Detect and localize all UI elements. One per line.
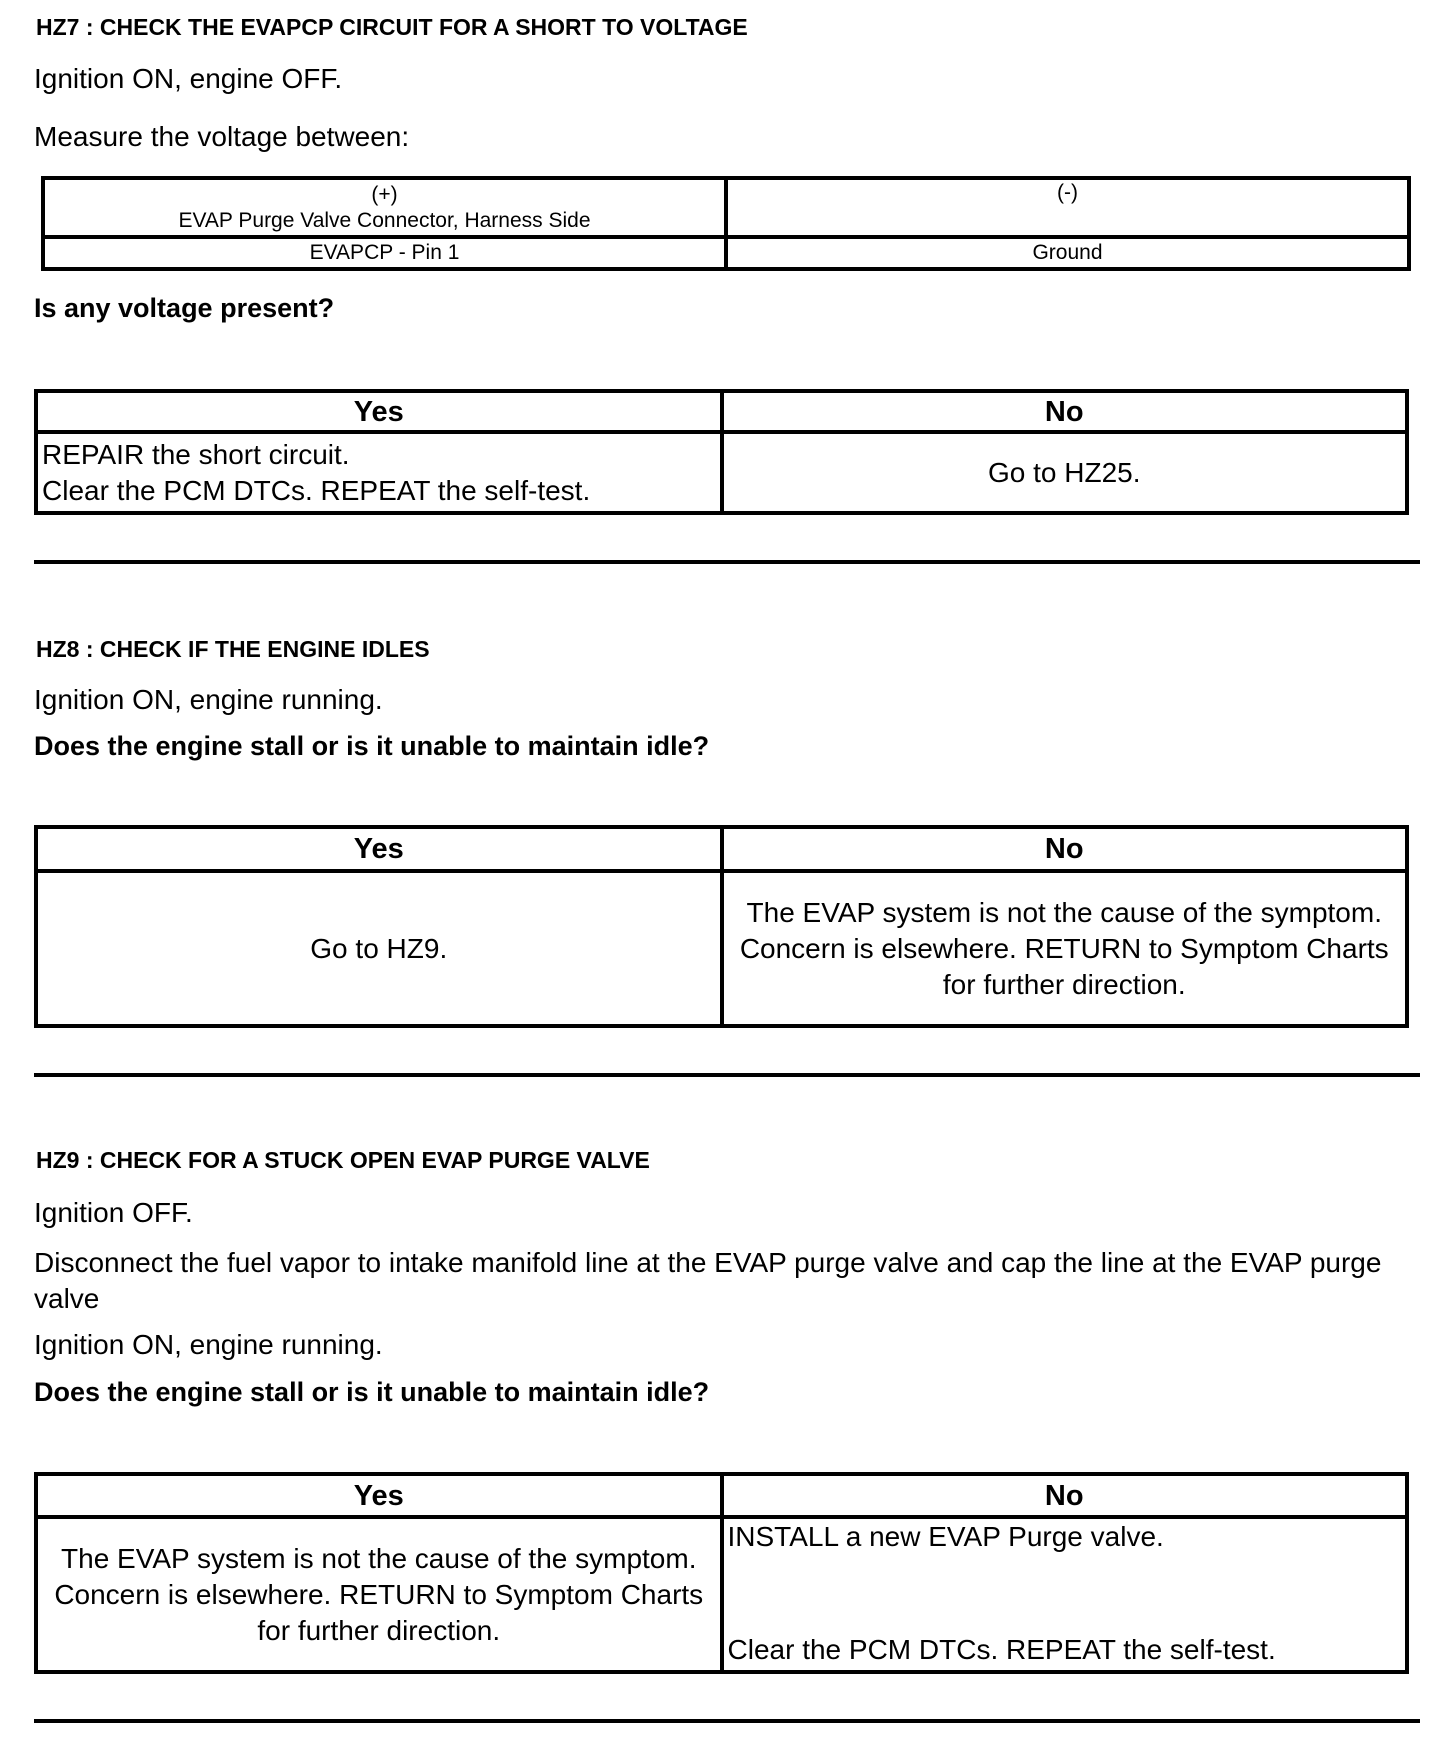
no-header: No	[722, 391, 1408, 432]
hz9-step-1: Ignition OFF.	[34, 1197, 193, 1228]
yes-header: Yes	[36, 1474, 722, 1517]
no-header: No	[722, 1474, 1408, 1517]
no-line-1: INSTALL a new EVAP Purge valve.	[727, 1521, 1164, 1552]
hz7-question: Is any voltage present?	[34, 293, 335, 323]
section-divider	[34, 1073, 1420, 1077]
hz8-step-1: Ignition ON, engine running.	[34, 684, 383, 715]
measure-table	[41, 176, 1411, 271]
hz7-result-table	[34, 389, 1409, 515]
hz8-question: Does the engine stall or is it unable to maintain idle?	[34, 731, 710, 761]
no-line-2: Clear the PCM DTCs. REPEAT the self-test.	[727, 1634, 1276, 1665]
hz9-question: Does the engine stall or is it unable to maintain idle?	[34, 1377, 710, 1407]
yes-line-1: The EVAP system is not the cause of the symptom.	[61, 1542, 697, 1574]
yes-text: Go to HZ9.	[36, 871, 722, 1026]
yes-header: Yes	[36, 827, 722, 871]
negative-header: (-)	[726, 178, 1409, 237]
yes-line-1: REPAIR the short circuit.	[42, 438, 350, 470]
hz7-step-1: Ignition ON, engine OFF.	[34, 63, 343, 94]
hz9-result-table	[34, 1472, 1409, 1674]
positive-value: EVAPCP - Pin 1	[43, 237, 726, 269]
yes-line-2: Concern is elsewhere. RETURN to Symptom Charts for further direction.	[54, 1578, 704, 1646]
no-line-2: Concern is elsewhere. RETURN to Symptom Charts for further direction.	[739, 932, 1389, 1000]
no-text: Go to HZ25.	[722, 432, 1408, 513]
positive-subheader: EVAP Purge Valve Connector, Harness Side	[178, 208, 591, 232]
hz9-step-3: Ignition ON, engine running.	[34, 1329, 383, 1360]
hz8-result-table	[34, 825, 1409, 1028]
negative-value: Ground	[726, 237, 1409, 269]
hz7-title: HZ7 : CHECK THE EVAPCP CIRCUIT FOR A SHORT TO VOLTAGE	[36, 14, 748, 40]
no-header: No	[722, 827, 1408, 871]
yes-header: Yes	[36, 391, 722, 432]
yes-line-2: Clear the PCM DTCs. REPEAT the self-test.	[42, 474, 591, 506]
no-line-1: The EVAP system is not the cause of the symptom.	[746, 896, 1382, 928]
hz9-title: HZ9 : CHECK FOR A STUCK OPEN EVAP PURGE VALVE	[36, 1147, 650, 1173]
section-divider	[34, 1719, 1420, 1723]
hz8-title: HZ8 : CHECK IF THE ENGINE IDLES	[36, 636, 430, 662]
positive-header: (+)	[371, 182, 398, 206]
hz7-step-2: Measure the voltage between:	[34, 121, 410, 152]
hz9-step-2: Disconnect the fuel vapor to intake manifold line at the EVAP purge valve and cap the line at the EVAP purge valve	[34, 1247, 1382, 1314]
positive-header-cell	[43, 178, 726, 237]
section-divider	[34, 560, 1420, 564]
